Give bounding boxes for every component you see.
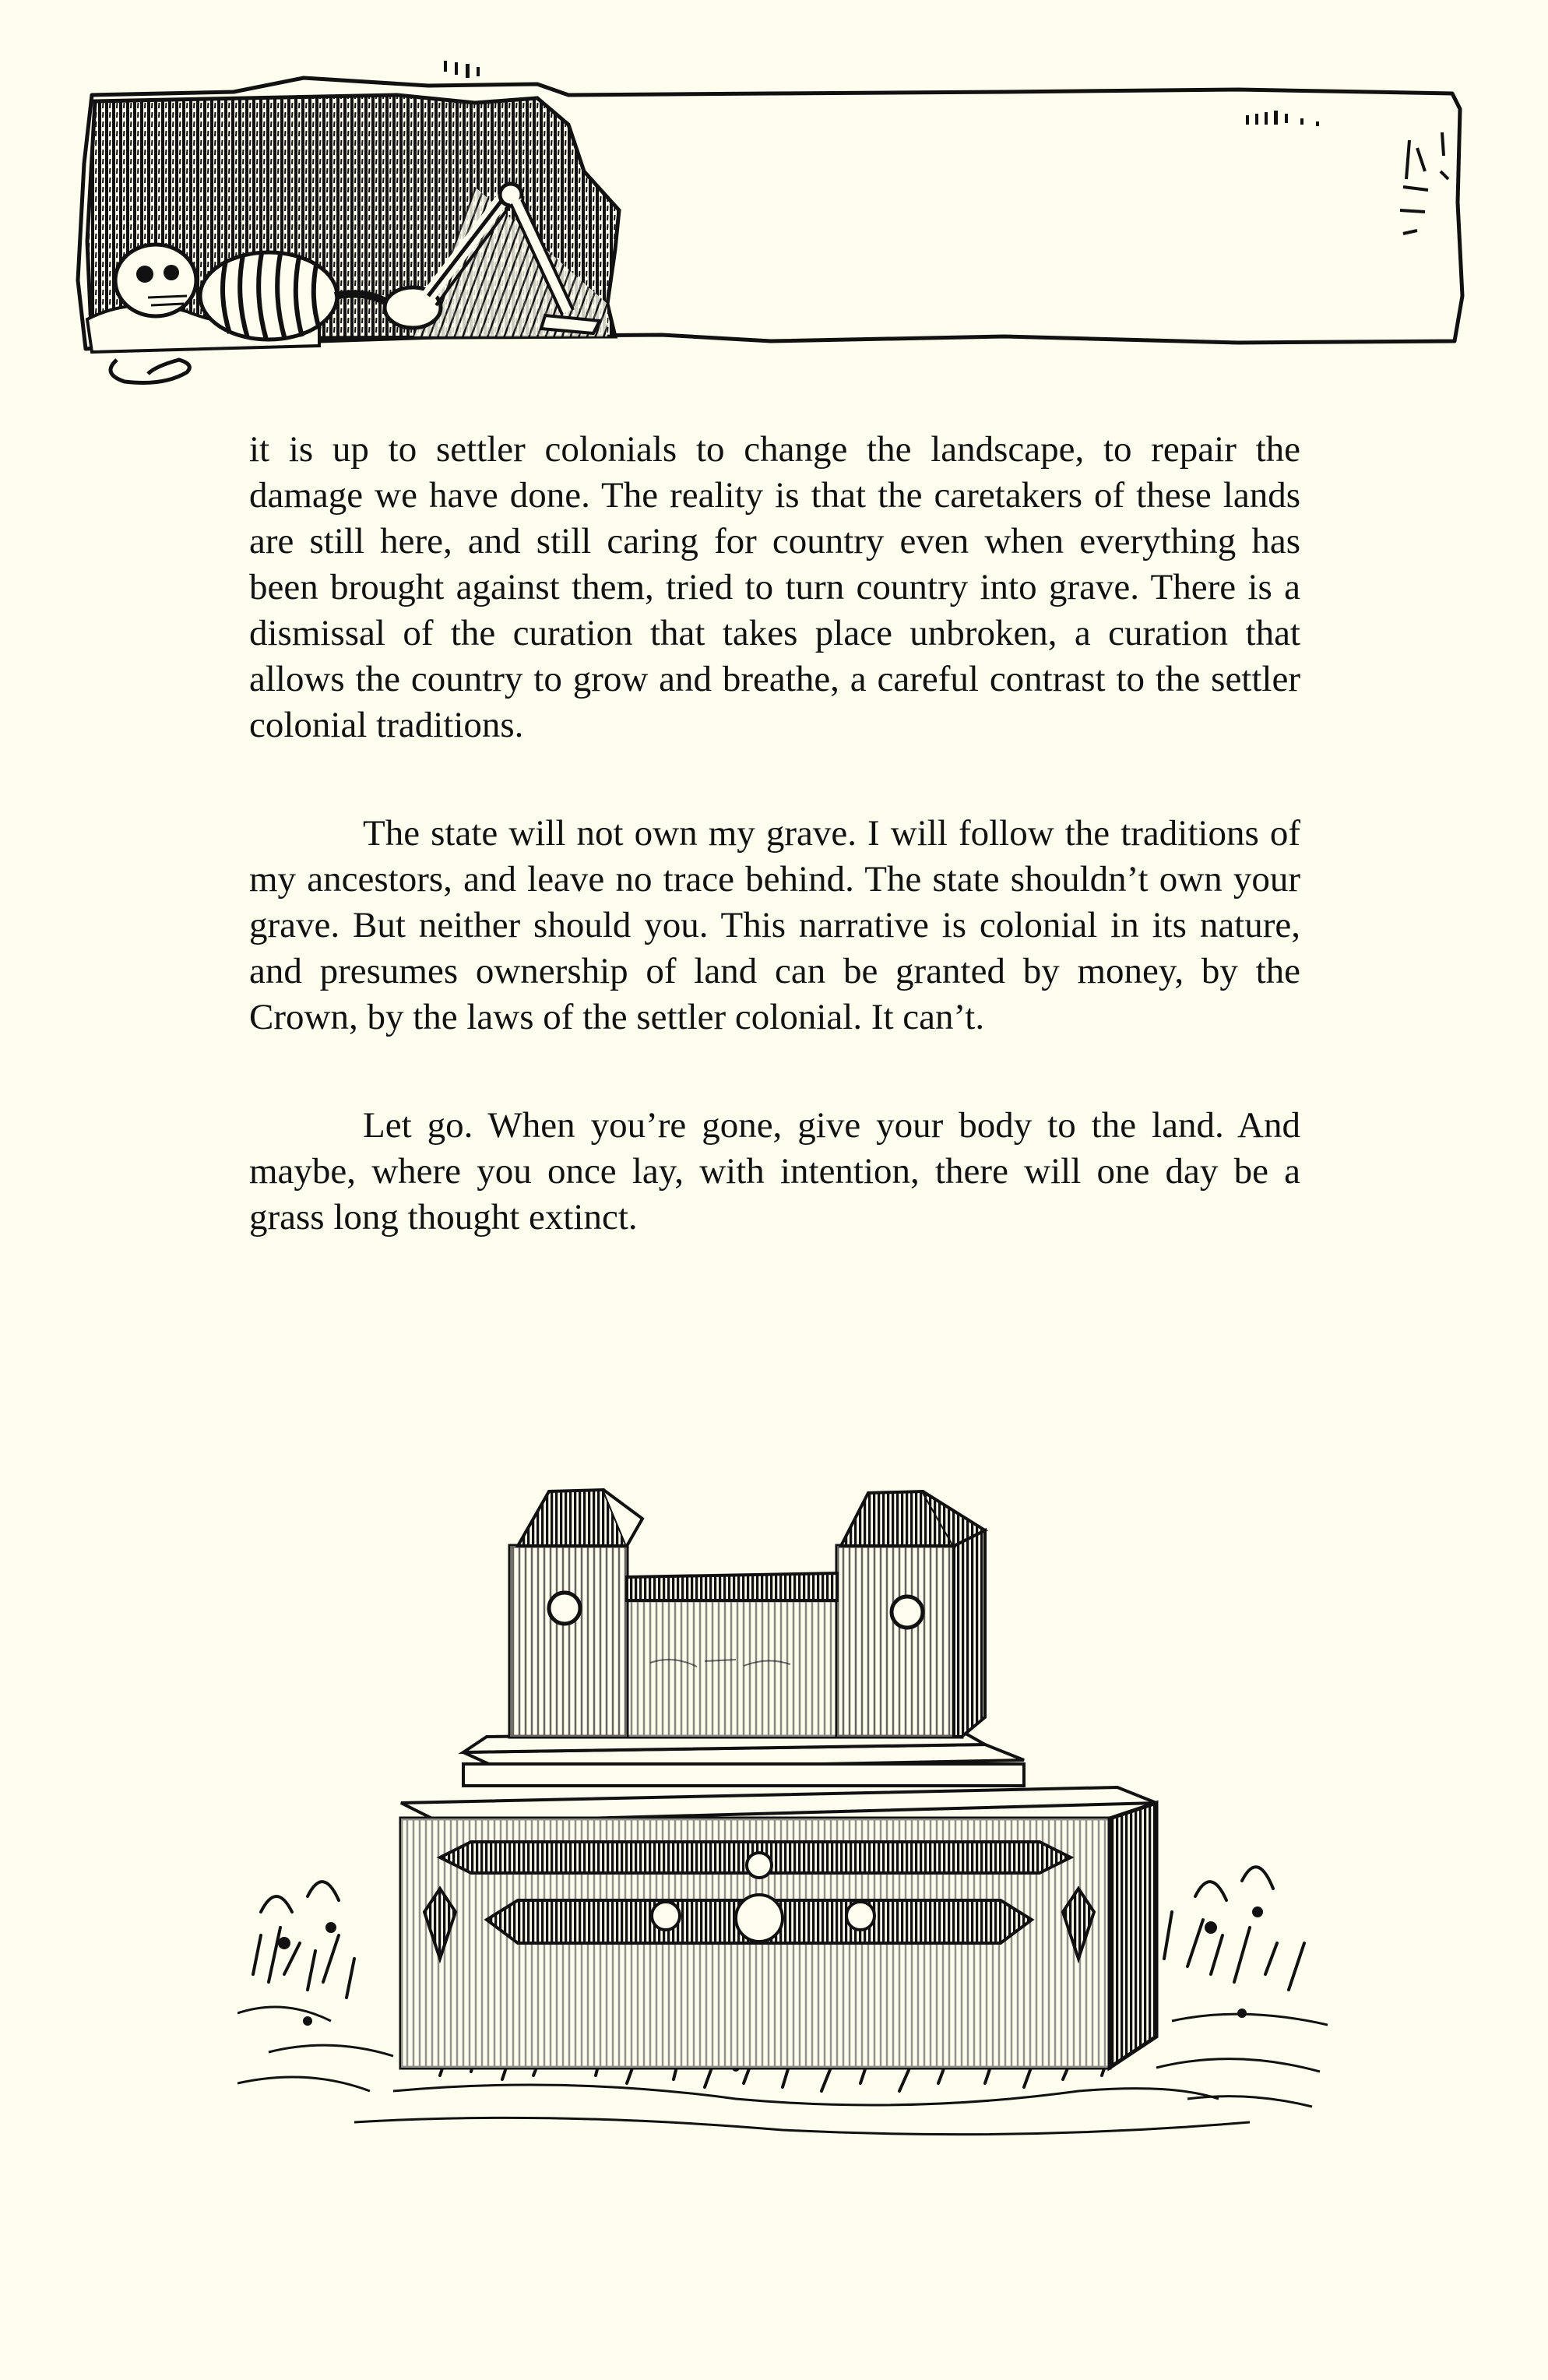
paragraph-let-go: Let go. When you’re gone, give your body to the land. And maybe, where you once lay, with intention, there will one day be a grass long thought extinct.	[249, 1105, 1300, 1238]
paragraph-state-grave: The state will not own my grave. I will follow the traditions of my ancestors, and leave no trace behind. The state shouldn’t own your grave. But neither should you. This narrative is colonial in its nature, and presumes ownership of land can be granted by money, by the Crown, by the laws of the settler colonial. It can’t.	[249, 813, 1300, 1037]
body-text	[249, 427, 1300, 1241]
skeleton-banner-icon	[70, 47, 1472, 389]
paragraph-settler-colonials: it is up to settler colonials to change the landscape, to repair the damage we have done. The reality is that the caretakers of these lands are still here, and still caring for country even when everything has been brought against them, tried to turn country into grave. There is a dismissal of the curation that takes place unbroken, a curation that allows the country to grow and breathe, a careful contrast to the settler colonial traditions.	[249, 429, 1300, 745]
tomb-monument-icon	[237, 1476, 1328, 2153]
